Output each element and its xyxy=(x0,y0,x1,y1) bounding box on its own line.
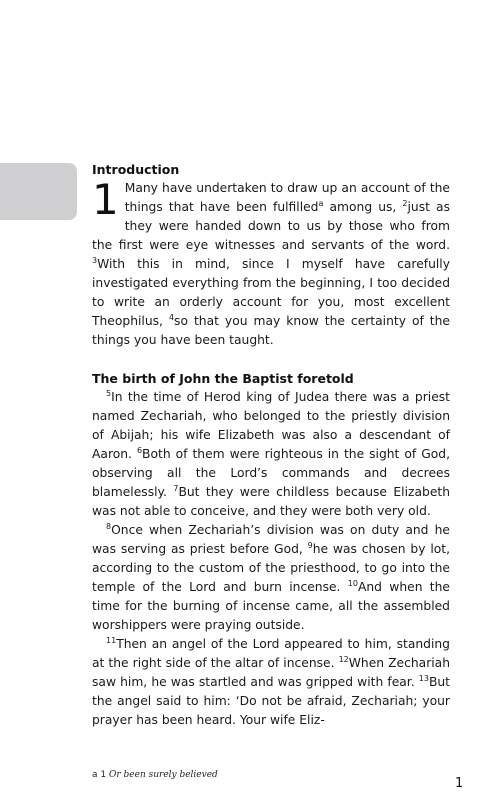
verse-10-text: And when the time for the burning of incense came, all the assembled worshippers were praying outside. xyxy=(92,580,450,632)
verse-5-text: In the time of Herod king of Judea there was a priest named Zechariah, who belonged to the priestly division of Abijah; his wife Elizabeth was also a descendant of Aaron. xyxy=(92,390,450,461)
verse-number: 7 xyxy=(173,483,179,493)
verse-12-text: When Zechariah saw him, he was startled and was gripped with fear. xyxy=(92,656,450,689)
verse-number: 2 xyxy=(402,198,408,208)
footnote xyxy=(92,770,218,780)
page-body xyxy=(92,160,450,730)
chapter-tab xyxy=(0,163,77,220)
verse-13-text: But the angel said to him: ‘Do not be afraid, Zechariah; your prayer has been heard. Your wife Eliz- xyxy=(92,675,450,727)
verse-4-text: so that you may know the certainty of the things you have been taught. xyxy=(92,314,450,347)
verse-1-text-end: among us, xyxy=(323,200,403,214)
paragraph xyxy=(92,635,450,730)
verse-2-text: just as they were handed down to us by those who from the first were eye witnesses and servants of the word. xyxy=(92,200,450,252)
verse-9-text: he was chosen by lot, according to the custom of the priesthood, to go into the temple of the Lord and burn incense. xyxy=(92,542,450,594)
verse-number: 6 xyxy=(136,445,143,455)
section-heading-birth-of-john: The birth of John the Baptist foretold xyxy=(92,371,354,386)
verse-6-text: Both of them were righteous in the sight of God, observing all the Lord’s commands and decrees blamelessly. xyxy=(92,447,450,499)
paragraph xyxy=(92,388,450,521)
verse-8-text: Once when Zechariah’s division was on duty and he was serving as priest before God, xyxy=(92,523,450,556)
footnote-marker: a xyxy=(318,198,324,208)
verse-number: 8 xyxy=(106,521,112,531)
verse-number: 13 xyxy=(418,673,429,683)
verse-number: 10 xyxy=(347,578,358,588)
verse-number: 5 xyxy=(106,388,112,398)
verse-number: 9 xyxy=(307,540,313,550)
verse-7-text: But they were childless because Elizabeth was not able to conceive, and they were both very old. xyxy=(92,485,450,518)
paragraph xyxy=(92,521,450,635)
chapter-number-dropcap: 1 xyxy=(92,175,119,224)
section-heading-introduction: Introduction xyxy=(92,162,180,177)
page-number: 1 xyxy=(455,776,464,791)
verse-number: 11 xyxy=(106,635,117,645)
footnote-text: Or been surely believed xyxy=(108,770,218,780)
verse-3-text: With this in mind, since I myself have carefully investigated everything from the beginning, I too decided to write an orderly account for you, most excellent Theophilus, xyxy=(92,257,450,328)
verse-1-text: Many have undertaken to draw up an account of the things that have been fulfilled xyxy=(124,181,450,214)
paragraph-intro xyxy=(92,175,450,350)
verse-number: 12 xyxy=(338,654,349,664)
verse-11-text: Then an angel of the Lord appeared to him, standing at the right side of the altar of incense. xyxy=(92,637,450,670)
verse-number: 4 xyxy=(168,312,175,322)
footnote-ref: a 1 xyxy=(92,770,107,780)
verse-number: 3 xyxy=(92,255,98,265)
